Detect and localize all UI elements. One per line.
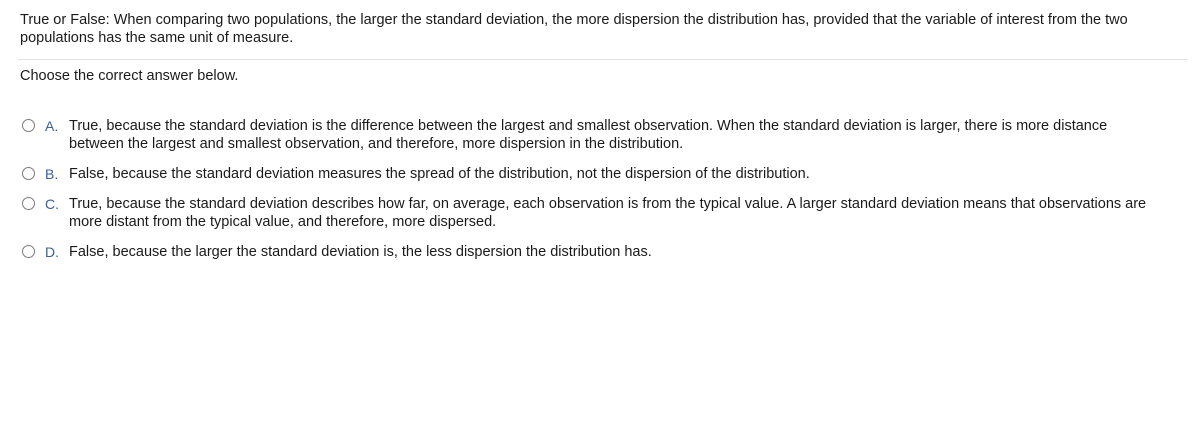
option-c[interactable] xyxy=(22,195,1182,231)
option-text-a[interactable]: True, because the standard deviation is the difference between the largest and smallest observation. When the standard deviation is larger, there is more distance between the largest and smallest observation, and therefore, more dispersion in the distribution. xyxy=(69,118,1108,152)
option-d[interactable] xyxy=(22,243,1182,261)
radio-button-c[interactable] xyxy=(22,197,35,210)
option-letter-b: B. xyxy=(45,166,59,182)
answer-options xyxy=(22,117,1182,273)
option-b[interactable] xyxy=(22,165,1182,183)
option-a[interactable] xyxy=(22,117,1182,153)
option-letter-a: A. xyxy=(45,118,59,134)
instruction-text: Choose the correct answer below. xyxy=(20,68,239,84)
option-letter-d: D. xyxy=(45,244,59,260)
option-text-b[interactable]: False, because the standard deviation measures the spread of the distribution, not the dispersion of the distribution. xyxy=(69,166,810,182)
divider xyxy=(18,59,1188,60)
radio-button-b[interactable] xyxy=(22,167,35,180)
radio-button-a[interactable] xyxy=(22,119,35,132)
option-text-d[interactable]: False, because the larger the standard deviation is, the less dispersion the distribution has. xyxy=(69,244,652,260)
option-letter-c: C. xyxy=(45,196,59,212)
radio-button-d[interactable] xyxy=(22,245,35,258)
option-text-c[interactable]: True, because the standard deviation describes how far, on average, each observation is from the typical value. A larger standard deviation means that observations are more distant from the typical value, and therefore, more dispersed. xyxy=(69,196,1147,230)
question-text: True or False: When comparing two populations, the larger the standard deviation, the more dispersion the distribution has, provided that the variable of interest from the two populations has the same unit of measure. xyxy=(20,12,1128,46)
